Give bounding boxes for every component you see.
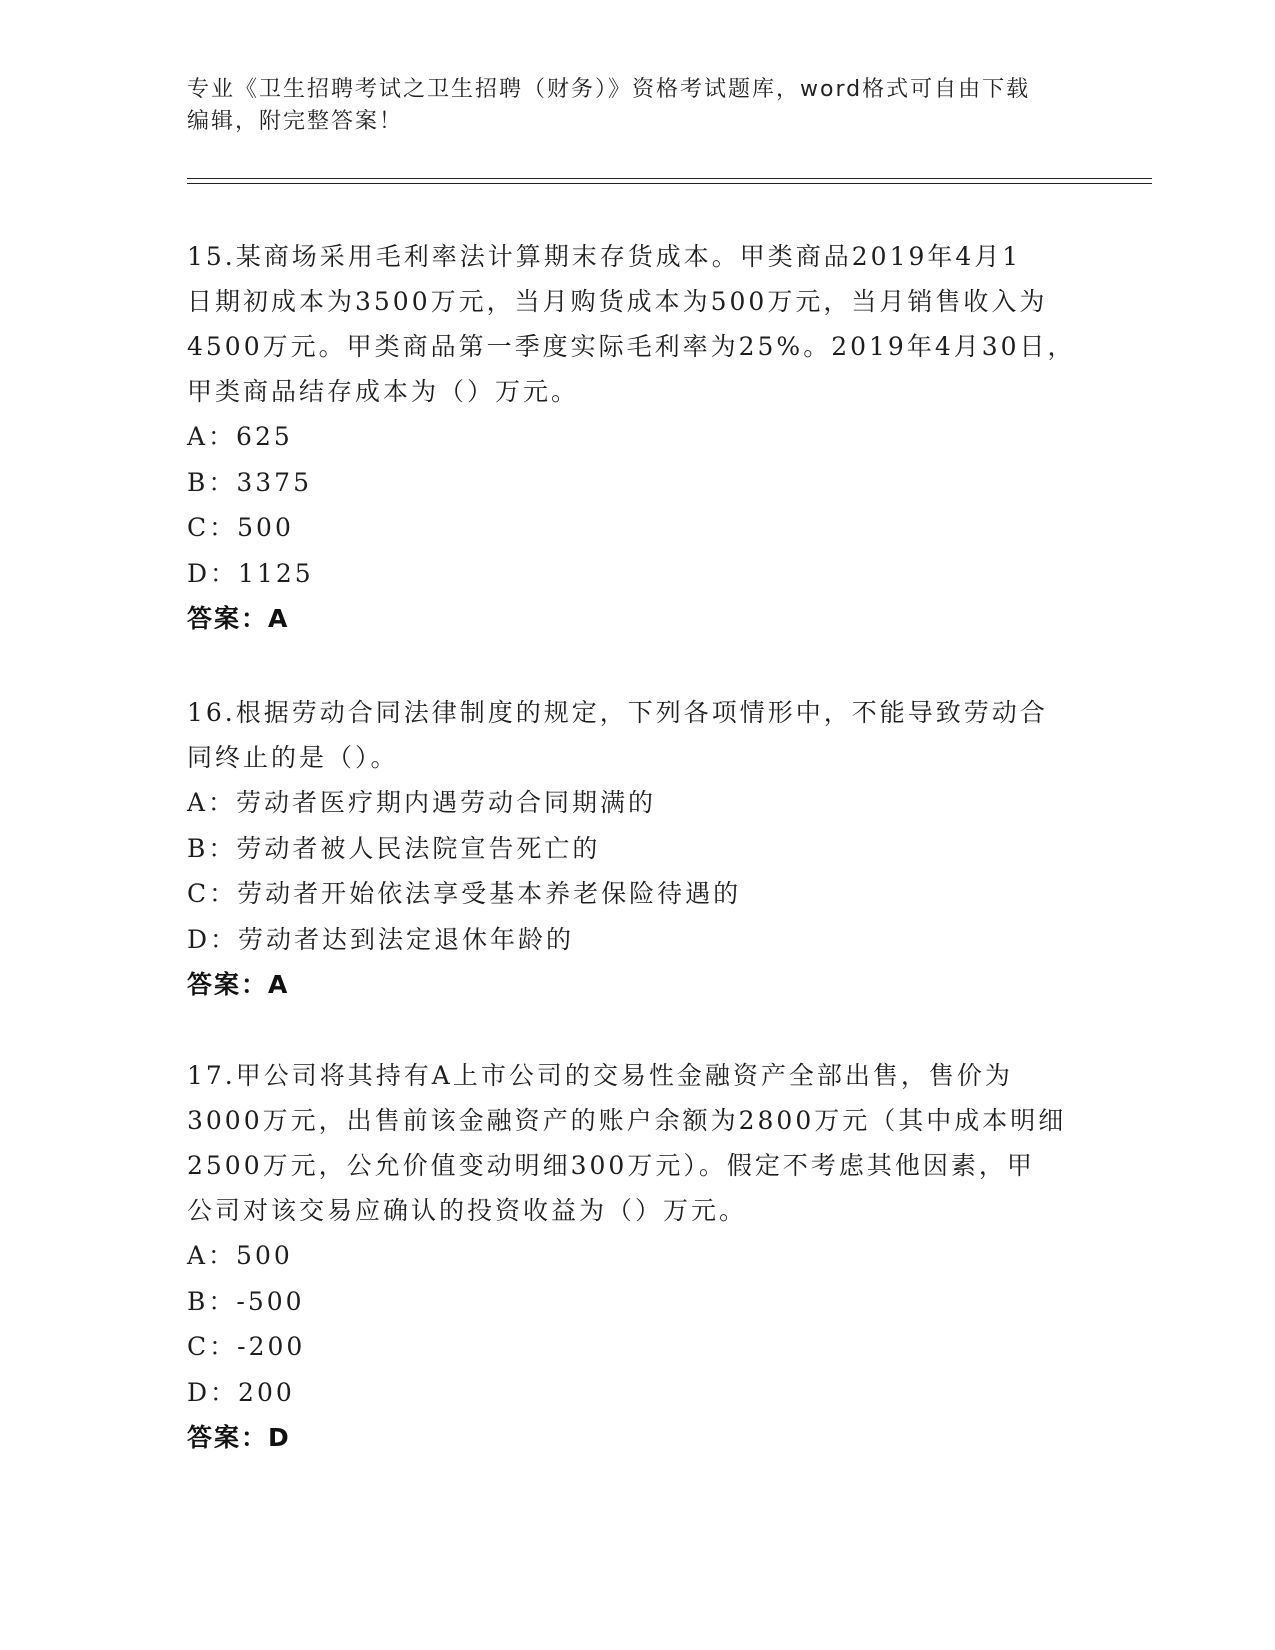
option-a: A：500	[187, 1241, 293, 1270]
question-stem-line: 16.根据劳动合同法律制度的规定，下列各项情形中，不能导致劳动合	[187, 698, 1048, 727]
header-line: 专业《卫生招聘考试之卫生招聘（财务）》资格考试题库，word格式可自由下载	[187, 77, 1031, 102]
header-divider	[187, 183, 1152, 184]
header-line: 编辑，附完整答案！	[187, 109, 404, 134]
question-stem-line: 公司对该交易应确认的投资收益为（）万元。	[187, 1196, 748, 1225]
option-c: C：500	[187, 513, 294, 542]
question-stem-line: 同终止的是（）。	[187, 743, 399, 772]
question-stem-line: 2500万元，公允价值变动明细300万元）。假定不考虑其他因素，甲	[187, 1151, 1035, 1180]
option-d: D：劳动者达到法定退休年龄的	[187, 924, 575, 954]
question-stem-line: 3000万元，出售前该金融资产的账户余额为2800万元（其中成本明细	[187, 1106, 1067, 1135]
question-stem-line: 甲类商品结存成本为（）万元。	[187, 377, 580, 406]
option-a: A：625	[187, 422, 293, 451]
document-header	[187, 74, 1087, 138]
question-16	[187, 690, 1087, 1007]
answer-line: 答案：A	[187, 970, 290, 999]
answer-line: 答案：D	[187, 1423, 291, 1452]
question-stem-line: 4500万元。甲类商品第一季度实际毛利率为25%。2019年4月30日，	[187, 332, 1076, 361]
question-17	[187, 1053, 1087, 1460]
option-b: B：劳动者被人民法院宣告死亡的	[187, 833, 601, 863]
option-d: D：200	[187, 1377, 295, 1407]
question-stem-line: 15.某商场采用毛利率法计算期末存货成本。甲类商品2019年4月1	[187, 242, 1022, 271]
option-b: B：-500	[187, 1286, 305, 1316]
answer-line: 答案：A	[187, 604, 290, 633]
option-b: B：3375	[187, 467, 312, 497]
header-divider	[187, 178, 1152, 179]
question-15	[187, 234, 1087, 641]
option-c: C：劳动者开始依法享受基本养老保险待遇的	[187, 879, 742, 908]
option-c: C：-200	[187, 1332, 306, 1361]
question-stem-line: 日期初成本为3500万元，当月购货成本为500万元，当月销售收入为	[187, 287, 1048, 316]
question-stem-line: 17.甲公司将其持有A上市公司的交易性金融资产全部出售，售价为	[187, 1061, 1013, 1090]
option-a: A：劳动者医疗期内遇劳动合同期满的	[187, 788, 657, 817]
option-d: D：1125	[187, 558, 314, 588]
